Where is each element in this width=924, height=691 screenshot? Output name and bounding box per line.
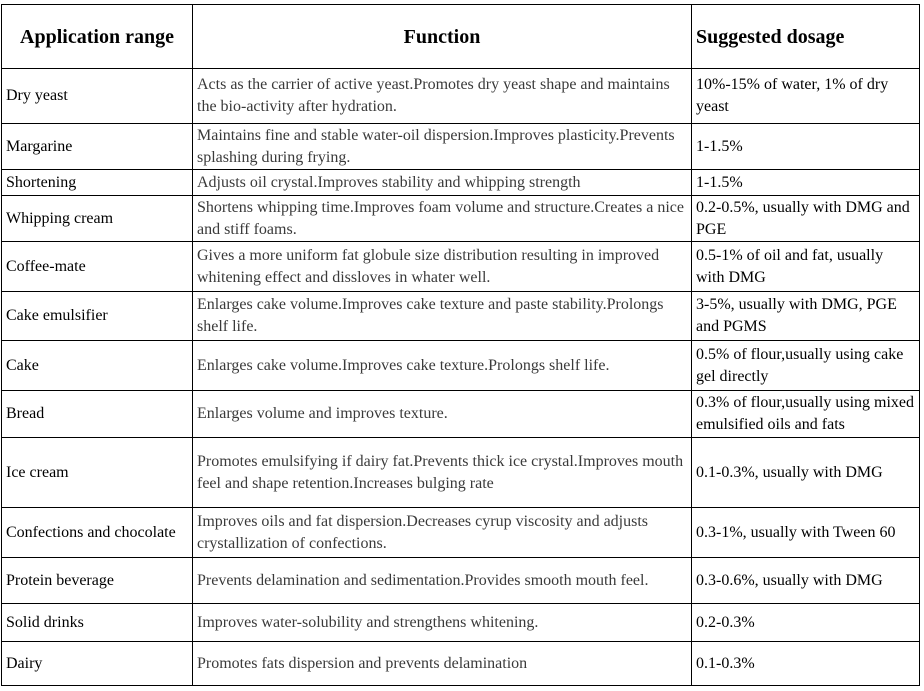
- cell-application-range: Cake emulsifier: [2, 292, 193, 341]
- header-suggested-dosage: Suggested dosage: [692, 5, 920, 69]
- cell-function: Acts as the carrier of active yeast.Promotes dry yeast shape and maintains the bio-activity after hydration.: [193, 69, 692, 124]
- table-row: [2, 69, 920, 124]
- table-row: [2, 438, 920, 508]
- cell-application-range: Solid drinks: [2, 604, 193, 642]
- table-row: [2, 292, 920, 341]
- table-row: [2, 196, 920, 242]
- cell-function: Maintains fine and stable water-oil dispersion.Improves plasticity.Prevents splashing during frying.: [193, 124, 692, 170]
- header-row: [2, 5, 920, 69]
- table-row: [2, 124, 920, 170]
- application-table: [1, 4, 920, 686]
- table-row: [2, 341, 920, 391]
- cell-function: Enlarges volume and improves texture.: [193, 391, 692, 438]
- cell-application-range: Coffee-mate: [2, 242, 193, 292]
- cell-suggested-dosage: 0.1-0.3%: [692, 642, 920, 686]
- cell-suggested-dosage: 0.3-1%, usually with Tween 60: [692, 508, 920, 558]
- table-row: [2, 604, 920, 642]
- table-row: [2, 642, 920, 686]
- cell-function: Adjusts oil crystal.Improves stability and whipping strength: [193, 170, 692, 196]
- cell-application-range: Shortening: [2, 170, 193, 196]
- cell-suggested-dosage: 0.3% of flour,usually using mixed emulsified oils and fats: [692, 391, 920, 438]
- cell-suggested-dosage: 3-5%, usually with DMG, PGE and PGMS: [692, 292, 920, 341]
- header-function: Function: [193, 5, 692, 69]
- cell-suggested-dosage: 0.1-0.3%, usually with DMG: [692, 438, 920, 508]
- table-row: [2, 242, 920, 292]
- cell-application-range: Cake: [2, 341, 193, 391]
- cell-application-range: Margarine: [2, 124, 193, 170]
- cell-function: Improves oils and fat dispersion.Decreases cyrup viscosity and adjusts crystallization of confections.: [193, 508, 692, 558]
- cell-application-range: Confections and chocolate: [2, 508, 193, 558]
- cell-suggested-dosage: 0.2-0.3%: [692, 604, 920, 642]
- cell-suggested-dosage: 0.3-0.6%, usually with DMG: [692, 558, 920, 604]
- cell-application-range: Whipping cream: [2, 196, 193, 242]
- table-row: [2, 558, 920, 604]
- cell-function: Prevents delamination and sedimentation.Provides smooth mouth feel.: [193, 558, 692, 604]
- cell-function: Enlarges cake volume.Improves cake texture.Prolongs shelf life.: [193, 341, 692, 391]
- cell-application-range: Dairy: [2, 642, 193, 686]
- cell-suggested-dosage: 0.5-1% of oil and fat, usually with DMG: [692, 242, 920, 292]
- cell-application-range: Dry yeast: [2, 69, 193, 124]
- cell-application-range: Protein beverage: [2, 558, 193, 604]
- cell-function: Gives a more uniform fat globule size distribution resulting in improved whitening effect and dissloves in whater well.: [193, 242, 692, 292]
- cell-function: Promotes emulsifying if dairy fat.Prevents thick ice crystal.Improves mouth feel and shape retention.Increases bulging rate: [193, 438, 692, 508]
- cell-function: Shortens whipping time.Improves foam volume and structure.Creates a nice and stiff foams.: [193, 196, 692, 242]
- table-row: [2, 170, 920, 196]
- cell-function: Enlarges cake volume.Improves cake texture and paste stability.Prolongs shelf life.: [193, 292, 692, 341]
- table-row: [2, 391, 920, 438]
- cell-suggested-dosage: 10%-15% of water, 1% of dry yeast: [692, 69, 920, 124]
- cell-suggested-dosage: 0.5% of flour,usually using cake gel directly: [692, 341, 920, 391]
- table-row: [2, 508, 920, 558]
- cell-function: Improves water-solubility and strengthens whitening.: [193, 604, 692, 642]
- cell-suggested-dosage: 0.2-0.5%, usually with DMG and PGE: [692, 196, 920, 242]
- cell-suggested-dosage: 1-1.5%: [692, 170, 920, 196]
- cell-application-range: Ice cream: [2, 438, 193, 508]
- cell-suggested-dosage: 1-1.5%: [692, 124, 920, 170]
- cell-function: Promotes fats dispersion and prevents delamination: [193, 642, 692, 686]
- header-application-range: Application range: [2, 5, 193, 69]
- cell-application-range: Bread: [2, 391, 193, 438]
